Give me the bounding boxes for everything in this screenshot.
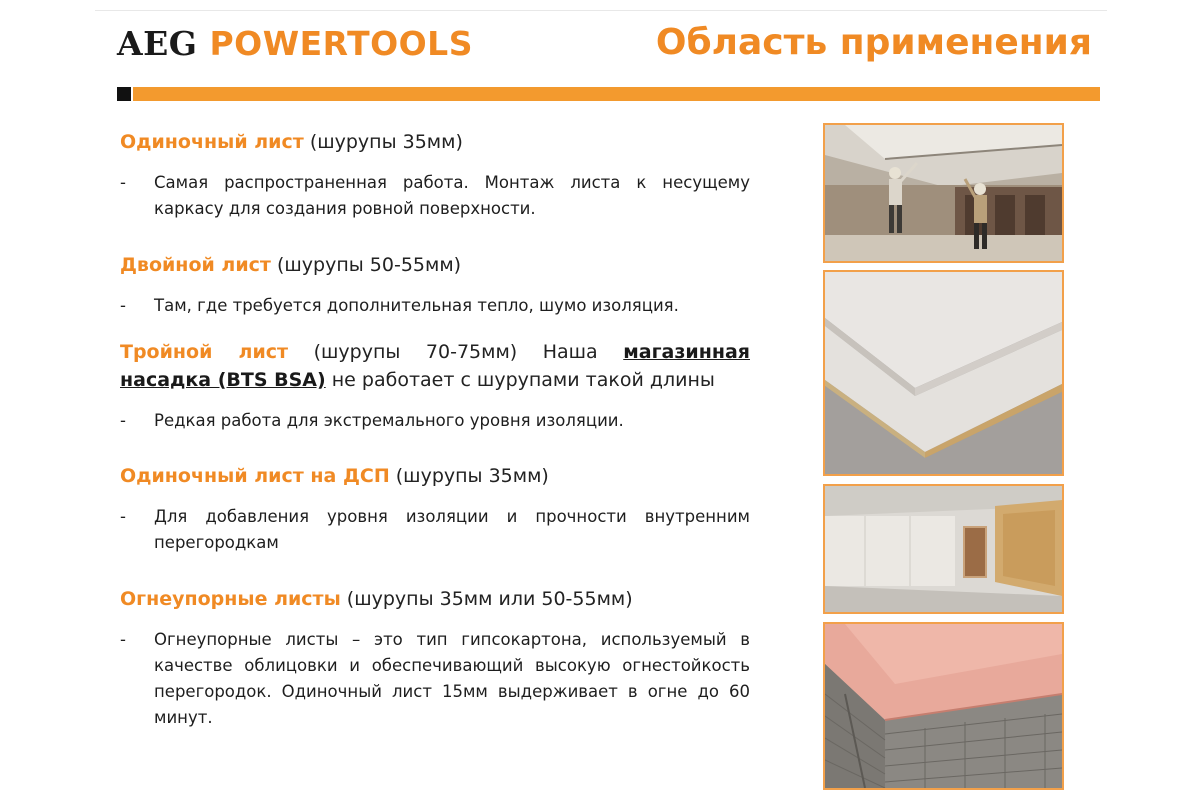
heading-tail: не работает с шурупами такой длины xyxy=(325,369,715,391)
section-heading xyxy=(120,338,750,394)
bullet-text: Самая распространенная работа. Монтаж листа к несущему каркасу для создания ровной поверхности. xyxy=(154,173,750,218)
section-fireproof-sheets xyxy=(120,585,750,731)
heading-rest: (шурупы 70-75мм) Наша xyxy=(288,341,624,363)
bullet-dash: - xyxy=(120,296,126,315)
osb-partition-image xyxy=(825,486,1062,612)
bullet-dash: - xyxy=(120,507,126,526)
bullet-text: Огнеупорные листы – это тип гипсокартона, используемый в качестве облицовки и обеспечивающий высокую огнестойкость перегородок. Одиночный лист 15мм выдерживает в огне до 60 минут. xyxy=(154,630,750,727)
ceiling-installation-image xyxy=(825,125,1062,261)
bullet-item xyxy=(120,408,750,434)
photo-fireproof-ceiling xyxy=(823,622,1064,790)
header-rule-bar xyxy=(133,87,1100,101)
section-heading xyxy=(120,128,750,156)
heading-highlight: Огнеупорные листы xyxy=(120,588,341,610)
section-heading xyxy=(120,251,750,279)
heading-highlight: Одиночный лист на ДСП xyxy=(120,465,390,487)
header-rule-block xyxy=(117,87,131,101)
bullet-dash: - xyxy=(120,630,126,649)
heading-rest: (шурупы 35мм) xyxy=(389,465,549,487)
photo-layered-sheets xyxy=(823,270,1064,476)
fireproof-ceiling-image xyxy=(825,624,1062,788)
photo-ceiling-installation xyxy=(823,123,1064,263)
aeg-powertools-logo xyxy=(117,24,473,63)
bullet-text: Там, где требуется дополнительная тепло, шумо изоляция. xyxy=(154,296,679,315)
bullet-text: Редкая работа для экстремального уровня изоляции. xyxy=(154,411,624,430)
content-column xyxy=(120,128,750,731)
section-triple-sheet xyxy=(120,338,750,434)
bullet-item xyxy=(120,293,750,319)
section-heading xyxy=(120,462,750,490)
heading-rest: (шурупы 35мм) xyxy=(303,131,463,153)
heading-rest: (шурупы 35мм или 50-55мм) xyxy=(340,588,633,610)
magazine-attachment-link[interactable]: магазинная насадка (BTS BSA) xyxy=(120,341,750,391)
bullet-dash: - xyxy=(120,411,126,430)
logo-brand: AEG xyxy=(117,24,198,63)
section-chipboard-sheet xyxy=(120,462,750,556)
photo-osb-partition xyxy=(823,484,1064,614)
bullet-item xyxy=(120,170,750,222)
page-title: Область применения xyxy=(655,22,1092,63)
layered-sheets-image xyxy=(825,272,1062,474)
bullet-text: Для добавления уровня изоляции и прочности внутренним перегородкам xyxy=(154,507,750,552)
heading-highlight: Одиночный лист xyxy=(120,131,304,153)
section-single-sheet xyxy=(120,128,750,222)
heading-highlight: Двойной лист xyxy=(120,254,271,276)
logo-product: POWERTOOLS xyxy=(209,24,473,63)
bullet-item xyxy=(120,504,750,556)
section-double-sheet xyxy=(120,251,750,319)
bullet-dash: - xyxy=(120,173,126,192)
heading-highlight: Тройной лист xyxy=(120,341,289,363)
heading-rest: (шурупы 50-55мм) xyxy=(270,254,462,276)
section-heading xyxy=(120,585,750,613)
bullet-item xyxy=(120,627,750,731)
